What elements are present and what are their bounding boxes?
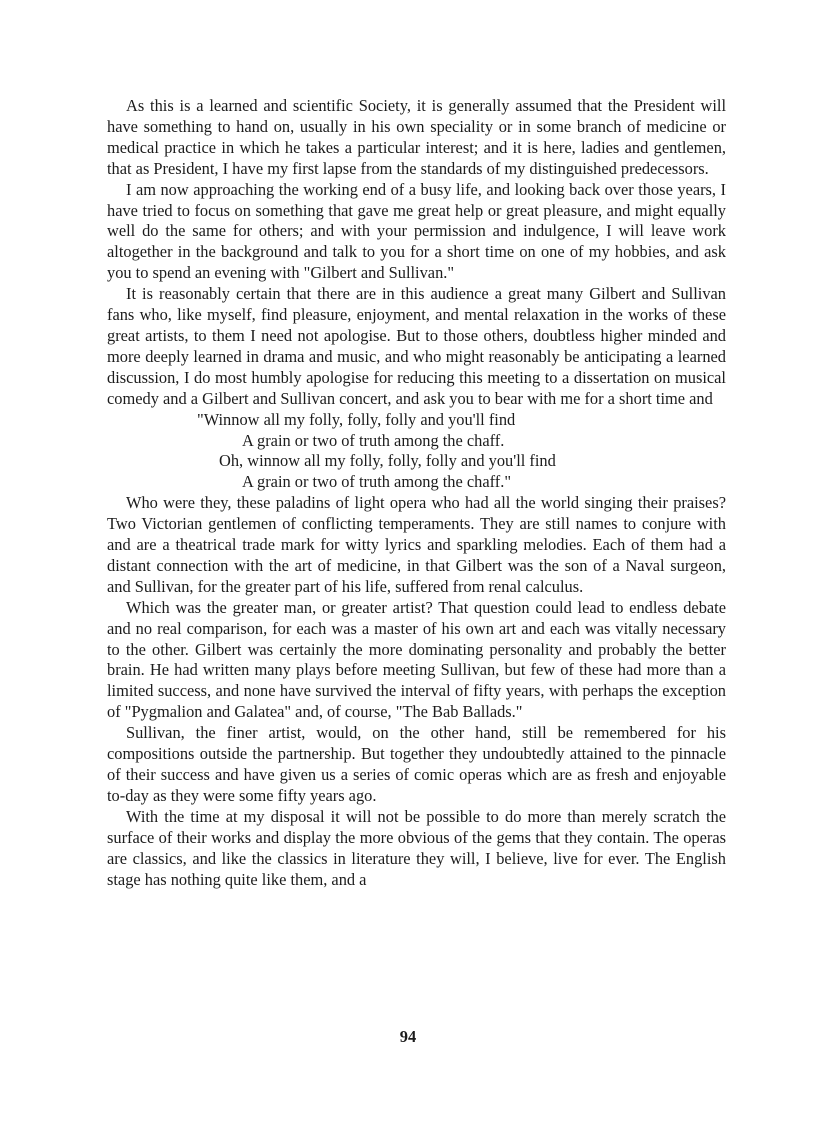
verse-line: A grain or two of truth among the chaff."	[242, 472, 512, 492]
paragraph-time-disposal: With the time at my disposal it will not be possible to do more than merely scratch the surface of their works and display the more obvious of the gems that they contain. The operas are classics, and like the classics in literature they will, I believe, live for ever. The English stage has nothing quite like them, and a	[107, 806, 726, 889]
paragraph-apology: It is reasonably certain that there are in this audience a great many Gilbert and Sullivan fans who, like myself, find pleasure, enjoyment, and mental relaxation in the works of these great artists, to them I need not apologise. But to those others, doubtless higher minded and more deeply learned in drama and music, and who might reasonably be anticipating a learned discussion, I do most humbly apologise for reducing this meeting to a dissertation on musical comedy and a Gilbert and Sullivan concert, and ask you to bear with me for a short time and	[107, 284, 726, 408]
paragraph-sullivan: Sullivan, the finer artist, would, on the other hand, still be remembered for his compositions outside the partnership. But together they undoubtedly attained to the pinnacle of their success and have given us a series of comic operas which are as fresh and enjoyable to-day as they were some fifty years ago.	[107, 723, 726, 805]
paragraph-greater-artist: Which was the greater man, or greater artist? That question could lead to endless debate and no real comparison, for each was a master of his own art and each was vitally necessary to the other. Gilbert was certainly the more dominating personality and probably the better brain. He had written many plays before meeting Sullivan, but few of these had more than a limited success, and none have survived the interval of fifty years, with perhaps the exception of "Pygmalion and Galatea" and, of course, "The Bab Ballads."	[107, 597, 726, 722]
verse-quotation	[107, 410, 726, 494]
paragraph-hobbies: I am now approaching the working end of a busy life, and looking back over those years, I have tried to focus on something that gave me great help or great pleasure, and might equally well do the same for others; and with your permission and indulgence, I will leave work altogether in the background and talk to you for a short time on one of my hobbies, and ask you to spend an evening with "Gilbert and Sullivan."	[107, 179, 726, 283]
verse-line: A grain or two of truth among the chaff.	[242, 430, 505, 450]
paragraph-paladins: Who were they, these paladins of light opera who had all the world singing their praises? Two Victorian gentlemen of conflicting temperaments. They are still names to conjure with and are a theatrical trade mark for witty lyrics and sparkling melodies. Each of them had a distant connection with the art of medicine, in that Gilbert was the son of a Naval surgeon, and Sullivan, for the greater part of his life, suffered from renal calculus.	[107, 493, 726, 596]
verse-line: "Winnow all my folly, folly, folly and you'll find	[197, 409, 516, 429]
paragraph-presidential-tradition: As this is a learned and scientific Society, it is generally assumed that the President will have something to hand on, usually in his own speciality or in some branch of medicine or medical practice in which he takes a particular interest; and it is here, ladies and gentlemen, that as President, I have my first lapse from the standards of my distinguished predecessors.	[107, 96, 726, 178]
page-body	[107, 96, 726, 890]
page-number: 94	[399, 1027, 417, 1046]
verse-line: Oh, winnow all my folly, folly, folly and you'll find	[219, 451, 556, 471]
